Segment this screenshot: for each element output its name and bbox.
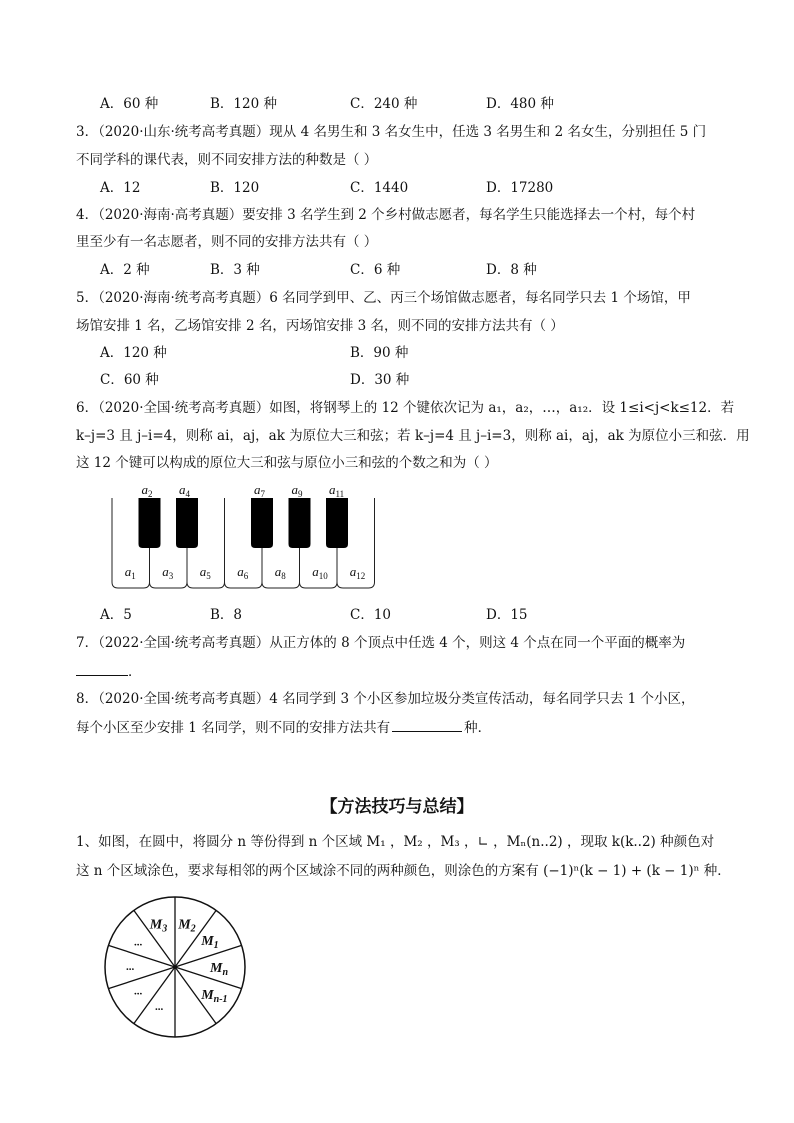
piano-black-key-label: $a_9$	[291, 482, 303, 499]
piano-black-key-label: $a_7$	[254, 482, 265, 499]
q8-answer-blank[interactable]	[392, 717, 462, 732]
q6-option-a[interactable]: A．5	[100, 607, 132, 623]
q4-option-b[interactable]: B．3 种	[210, 262, 260, 278]
piano-black-key	[289, 498, 311, 548]
piano-black-key-label: $a_4$	[179, 482, 190, 499]
q6-options	[100, 605, 740, 625]
piano-white-key-label: $a_{10}$	[312, 564, 328, 581]
q5-option-a[interactable]: A．120 种	[100, 345, 167, 361]
circle-region-ellipsis: ...	[126, 961, 135, 973]
q2-option-b[interactable]: B．120 种	[210, 96, 277, 112]
q3-text-line2: 不同学科的课代表，则不同安排方法的种数是（ ）	[76, 152, 378, 168]
q7-line-end: ．	[128, 664, 142, 680]
q7-text-line2	[76, 661, 142, 682]
q3-option-d[interactable]: D．17280	[486, 180, 554, 196]
q4-option-c[interactable]: C．6 种	[350, 262, 401, 278]
q5-options-row1	[100, 343, 740, 363]
q6-option-c[interactable]: C．10	[350, 607, 392, 623]
piano-black-key	[326, 498, 348, 548]
circle-region-ellipsis: ...	[134, 985, 143, 998]
q5-text-line1: 5．（2020·海南·统考高考真题）6 名同学到甲、乙、丙三个场馆做志愿者，每名同学只去 1 个场馆，甲	[76, 290, 691, 306]
circle-regions-figure	[100, 892, 250, 1042]
q5-options-row2	[100, 370, 740, 390]
q8-line-end: 种．	[464, 720, 492, 736]
piano-black-key	[176, 498, 198, 548]
piano-keyboard-figure	[108, 478, 376, 592]
q7-answer-blank[interactable]	[76, 661, 128, 676]
piano-white-key-label: $a_6$	[237, 564, 249, 581]
q5-text-line2: 场馆安排 1 名，乙场馆安排 2 名，丙场馆安排 3 名，则不同的安排方法共有（ ）	[76, 318, 564, 334]
q6-text-line1: 6．（2020·全国·统考高考真题）如图，将钢琴上的 12 个键依次记为 a₁，a₂，…，a₁₂．设 1≤i<j<k≤12．若	[76, 400, 735, 416]
q4-text-line2: 里至少有一名志愿者，则不同的安排方法共有（ ）	[76, 234, 378, 250]
q4-option-a[interactable]: A．2 种	[100, 262, 150, 278]
q8-text-line2	[76, 717, 491, 738]
q6-option-d[interactable]: D．15	[486, 607, 528, 623]
q3-option-b[interactable]: B．120	[210, 180, 260, 196]
circle-region-ellipsis: ...	[155, 1000, 164, 1013]
q2-option-c[interactable]: C．240 种	[350, 96, 418, 112]
piano-black-key	[251, 498, 273, 548]
piano-white-key-label: $a_8$	[274, 564, 286, 581]
q3-option-c[interactable]: C．1440	[350, 180, 409, 196]
piano-black-key	[139, 498, 161, 548]
q2-option-a[interactable]: A．60 种	[100, 96, 159, 112]
circle-spoke	[175, 967, 242, 989]
piano-white-key-label: $a_1$	[124, 564, 136, 581]
circle-region-label: $M_n$	[210, 961, 229, 978]
circle-region-label: $M_3$	[149, 917, 168, 935]
q4-options	[100, 260, 740, 280]
q3-text-line1: 3．（2020·山东·统考高考真题）现从 4 名男生和 3 名女生中，任选 3 名男生和 2 名女生，分别担任 5 门	[76, 124, 707, 140]
circle-region-labels	[126, 917, 228, 1013]
q2-options	[100, 94, 740, 114]
q5-option-d[interactable]: D．30 种	[350, 372, 410, 388]
q7-text-line1: 7．（2022·全国·统考高考真题）从正方体的 8 个顶点中任选 4 个，则这 4 个点在同一个平面的概率为	[76, 635, 686, 651]
method1-text-line1: 1、如图，在圆中，将圆分 n 等份得到 n 个区域 M₁ ，M₂ ，M₃ ，∟ ，Mₙ(n..2) ，现取 k(k..2) 种颜色对	[76, 834, 715, 850]
q4-text-line1: 4．（2020·海南·高考真题）要安排 3 名学生到 2 个乡村做志愿者，每名学生只能选择去一个村，每个村	[76, 207, 696, 223]
q8-line-start: 每个小区至少安排 1 名同学，则不同的安排方法共有	[76, 720, 391, 736]
method1-text-line2: 这 n 个区域涂色，要求每相邻的两个区域涂不同的两种颜色，则涂色的方案有 (−1)ⁿ(k − 1) + (k − 1)ⁿ 种．	[76, 863, 731, 879]
circle-region-ellipsis: ...	[134, 936, 143, 949]
q3-options	[100, 178, 740, 198]
q4-option-d[interactable]: D．8 种	[486, 262, 537, 278]
piano-white-key-label: $a_3$	[162, 564, 174, 581]
circle-spoke	[108, 945, 175, 967]
q8-text-line1: 8．（2020·全国·统考高考真题）4 名同学到 3 个小区参加垃圾分类宣传活动，每名同学只去 1 个小区，	[76, 691, 695, 707]
q3-option-a[interactable]: A．12	[100, 180, 141, 196]
q6-text-line3: 这 12 个键可以构成的原位大三和弦与原位小三和弦的个数之和为（ ）	[76, 455, 498, 471]
circle-region-label: $M_{n-1}$	[201, 988, 228, 1006]
q6-option-b[interactable]: B．8	[210, 607, 243, 623]
q2-option-d[interactable]: D．480 种	[486, 96, 554, 112]
circle-region-label: $M_1$	[201, 933, 219, 951]
piano-white-key-label: $a_{12}$	[349, 564, 366, 581]
q5-option-b[interactable]: B．90 种	[350, 345, 409, 361]
section-title: 【方法技巧与总结】	[320, 797, 474, 817]
q5-option-c[interactable]: C．60 种	[100, 372, 159, 388]
circle-region-label: $M_2$	[178, 917, 196, 935]
piano-white-key-label: $a_5$	[199, 564, 211, 581]
q6-text-line2: k–j=3 且 j–i=4，则称 ai，aj，ak 为原位大三和弦；若 k–j=4 且 j–i=3，则称 ai，aj，ak 为原位小三和弦．用	[76, 428, 750, 444]
piano-black-key-label: $a_2$	[141, 482, 153, 499]
piano-black-key-label: $a_{11}$	[329, 482, 345, 499]
